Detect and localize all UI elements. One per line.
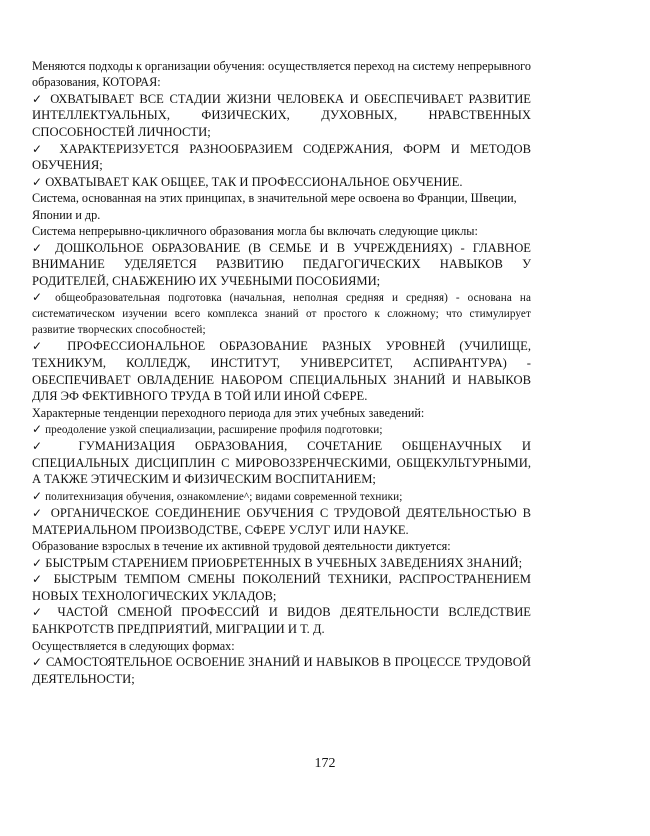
list-item: ✓ ЧАСТОЙ СМЕНОЙ ПРОФЕССИЙ И ВИДОВ ДЕЯТЕЛЬНОСТИ ВСЛЕДСТВИЕ БАНКРОТСТВ ПРЕДПРИЯТИЙ, МИГРАЦИИ И Т. Д. <box>32 605 531 636</box>
check-mark-icon: ✓ <box>32 141 50 156</box>
paragraph: Характерные тенденции переходного периода для этих учебных заведений: <box>32 405 425 420</box>
check-mark-icon: ✓ <box>32 439 59 454</box>
check-mark-icon: ✓ <box>32 654 43 669</box>
paragraph: Система непрерывно-цикличного образования могла бы включать следующие циклы: <box>32 224 478 239</box>
check-mark-icon: ✓ <box>32 605 49 620</box>
document-page <box>32 58 531 687</box>
check-mark-icon: ✓ <box>32 505 45 520</box>
check-mark-icon: ✓ <box>32 572 47 587</box>
list-item: ✓ БЫСТРЫМ СТАРЕНИЕМ ПРИОБРЕТЕННЫХ В УЧЕБНЫХ ЗАВЕДЕНИЯХ ЗНАНИЙ; <box>32 555 523 570</box>
list-item: ✓ ОХВАТЫВАЕТ КАК ОБЩЕЕ, ТАК И ПРОФЕССИОНАЛЬНОЕ ОБУЧЕНИЕ. <box>32 174 463 189</box>
paragraph: Осуществляется в следующих формах: <box>32 638 235 653</box>
list-item: ✓ общеобразовательная подготовка (начальная, неполная средняя и средняя) - основана на систематическом изучении всего комплекса знаний от простого к сложному; что стимулирует развитие творческих способностей; <box>32 290 532 337</box>
list-item: ✓ ПРОФЕССИОНАЛЬНОЕ ОБРАЗОВАНИЕ РАЗНЫХ УРОВНЕЙ (УЧИЛИЩЕ, ТЕХНИКУМ, КОЛЛЕДЖ, ИНСТИТУТ, УНИВЕРСИТЕТ, АСПИРАНТУРА) - ОБЕСПЕЧИВАЕТ ОВЛАДЕНИЕ НАБОРОМ СПЕЦИАЛЬНЫХ ЗНАНИЙ И НАВЫКОВ ДЛЯ ЭФ ФЕКТИВНОГО ТРУДА В ТОЙ ИЛИ ИНОЙ СФЕРЕ. <box>32 339 531 404</box>
list-item: ✓ БЫСТРЫМ ТЕМПОМ СМЕНЫ ПОКОЛЕНИЙ ТЕХНИКИ, РАСПРОСТРАНЕНИЕМ НОВЫХ ТЕХНОЛОГИЧЕСКИХ УКЛАДОВ; <box>32 572 531 603</box>
list-item: ✓ политехнизация обучения, ознакомление^; видами современной техники; <box>32 488 403 503</box>
list-item: ✓ ОХВАТЫВАЕТ ВСЕ СТАДИИ ЖИЗНИ ЧЕЛОВЕКА И ОБЕСПЕЧИВАЕТ РАЗВИТИЕ ИНТЕЛЛЕКТУАЛЬНЫХ, ФИЗИЧЕСКИХ, ДУХОВНЫХ, НРАВСТВЕННЫХ СПОСОБНОСТЕЙ ЛИЧНОСТИ; <box>32 91 531 139</box>
check-mark-icon: ✓ <box>32 174 43 189</box>
check-mark-icon: ✓ <box>32 91 45 106</box>
check-mark-icon: ✓ <box>32 240 48 255</box>
list-item: ✓ САМОСТОЯТЕЛЬНОЕ ОСВОЕНИЕ ЗНАНИЙ И НАВЫКОВ В ПРОЦЕССЕ ТРУДОВОЙ ДЕЯТЕЛЬНОСТИ; <box>32 654 531 686</box>
paragraph: Образование взрослых в течение их активной трудовой деятельности диктуется: <box>32 539 451 554</box>
check-mark-icon: ✓ <box>32 488 43 503</box>
list-item: ✓ ГУМАНИЗАЦИЯ ОБРАЗОВАНИЯ, СОЧЕТАНИЕ ОБЩЕНАУЧНЫХ И СПЕЦИАЛЬНЫХ ДИСЦИПЛИН С МИРОВОЗЗРЕНЧЕСКИМИ, ОБЩЕКУЛЬТУРНЫМИ, А ТАКЖЕ ЭТИЧЕСКИМ И ФИЗИЧЕСКИМ ВОСПИТАНИЕМ; <box>32 439 531 487</box>
check-mark-icon: ✓ <box>32 339 54 354</box>
list-item: ✓ ДОШКОЛЬНОЕ ОБРАЗОВАНИЕ (В СЕМЬЕ И В УЧРЕЖДЕНИЯХ) - ГЛАВНОЕ ВНИМАНИЕ УДЕЛЯЕТСЯ РАЗВИТИЮ ПЕДАГОГИЧЕСКИХ НАВЫКОВ У РОДИТЕЛЕЙ, СНАБЖЕНИЮ ИХ УЧЕБНЫМИ ПОСОБИЯМИ; <box>32 240 532 288</box>
page-number: 172 <box>314 756 336 771</box>
check-mark-icon: ✓ <box>32 290 48 305</box>
check-mark-icon: ✓ <box>32 422 43 437</box>
list-item: ✓ ХАРАКТЕРИЗУЕТСЯ РАЗНООБРАЗИЕМ СОДЕРЖАНИЯ, ФОРМ И МЕТОДОВ ОБУЧЕНИЯ; <box>32 141 532 173</box>
paragraph: Система, основанная на этих принципах, в значительной мере освоена во Франции, Швеции, Японии и др. <box>32 191 517 222</box>
check-mark-icon: ✓ <box>32 555 43 570</box>
list-item: ✓ преодоление узкой специализации, расширение профиля подготовки; <box>32 422 383 437</box>
paragraph: Меняются подходы к организации обучения: осуществляется переход на систему непрерывного образования, КОТОРАЯ: <box>32 59 531 90</box>
list-item: ✓ ОРГАНИЧЕСКОЕ СОЕДИНЕНИЕ ОБУЧЕНИЯ С ТРУДОВОЙ ДЕЯТЕЛЬНОСТЬЮ В МАТЕРИАЛЬНОМ ПРОИЗВОДСТВЕ, СФЕРЕ УСЛУГ ИЛИ НАУКЕ. <box>32 505 531 537</box>
